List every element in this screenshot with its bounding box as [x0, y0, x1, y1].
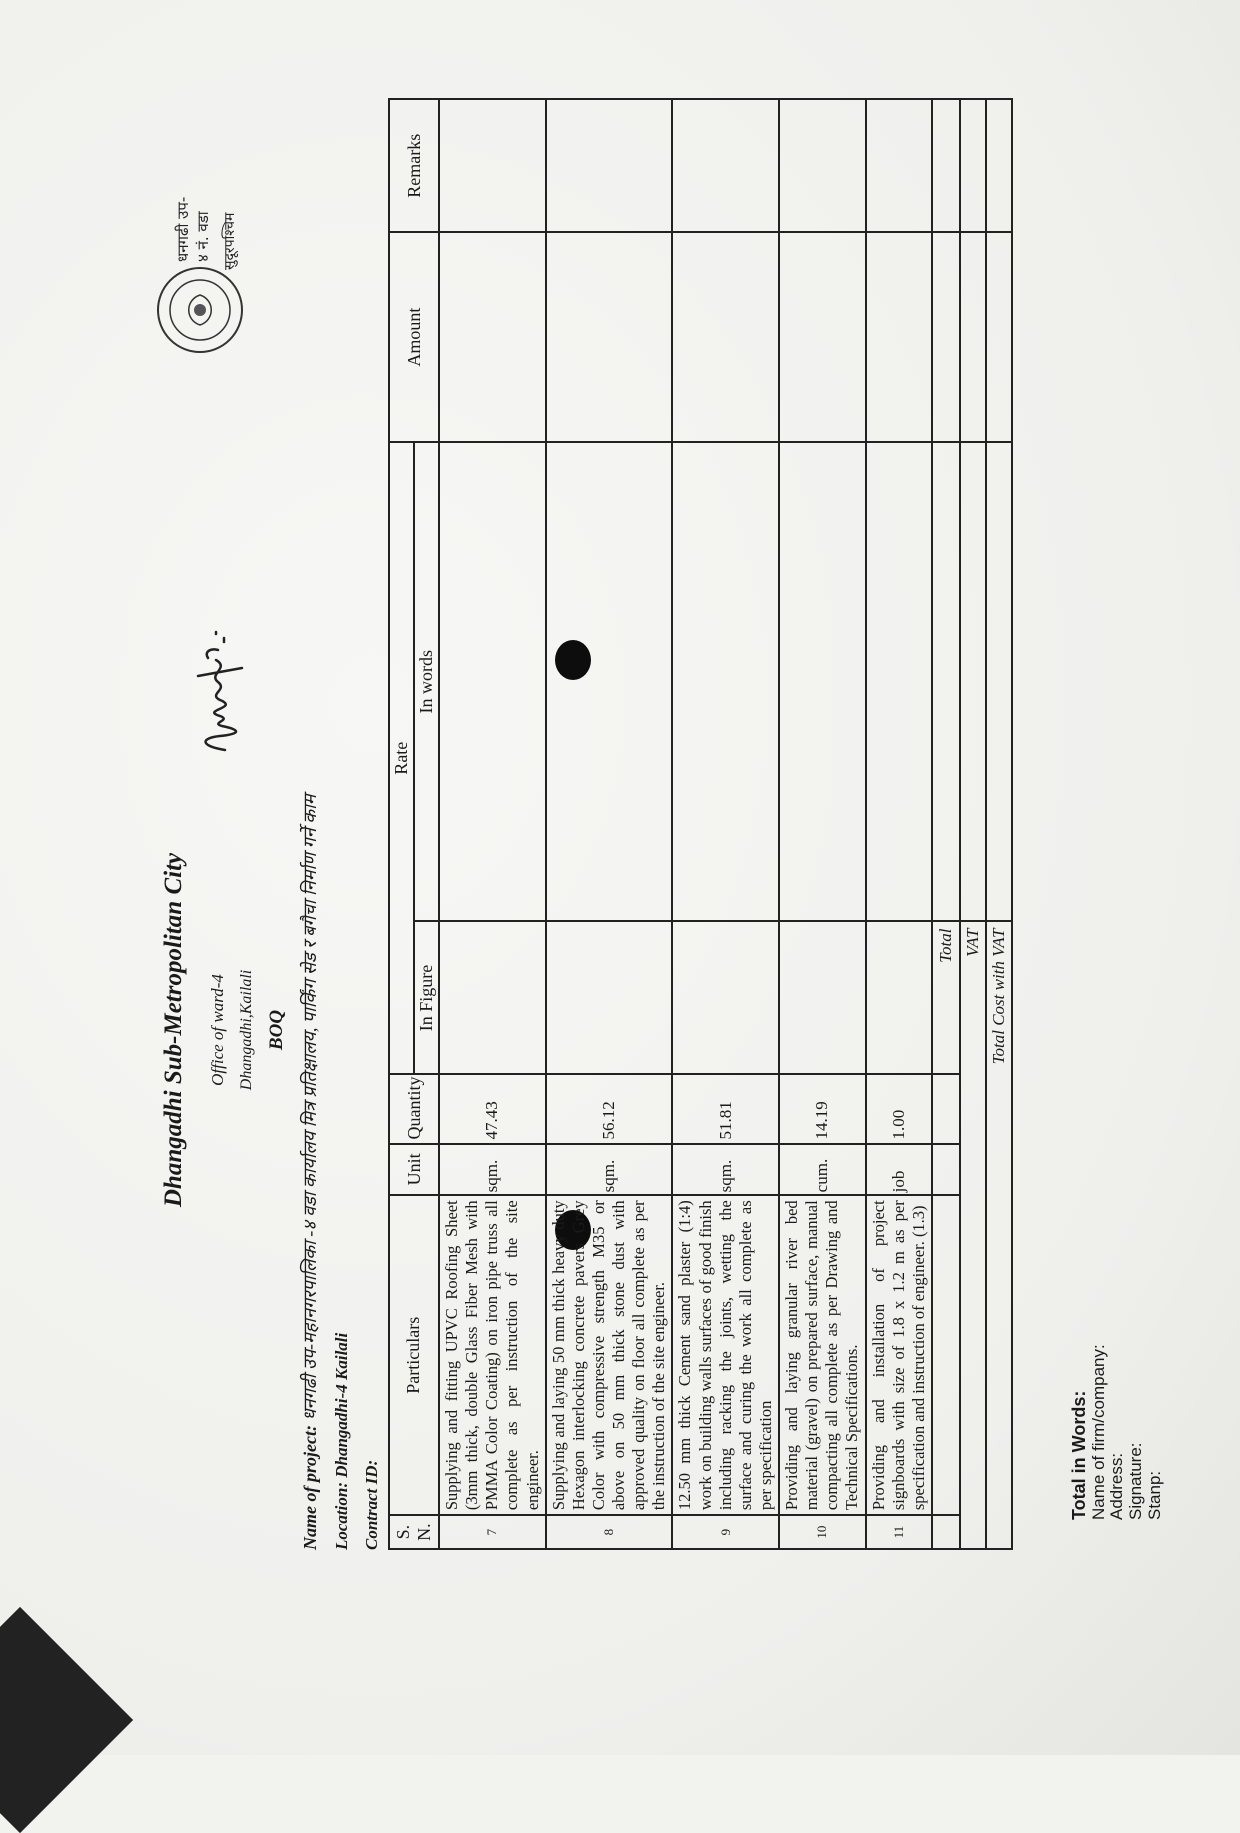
header-sn: S. N.	[389, 1515, 439, 1549]
row-sn: 10	[779, 1515, 866, 1549]
document-type: BOQ	[266, 1009, 287, 1051]
boq-table	[388, 98, 1013, 1550]
table-row	[779, 99, 866, 1549]
row-rate-figure[interactable]	[866, 922, 932, 1075]
row-sn: 7	[439, 1515, 546, 1549]
total-in-words-label: Total in Words:	[1069, 1390, 1089, 1520]
row-unit: sqm.	[439, 1144, 546, 1195]
office-address: Dhangadhi,Kailali	[238, 969, 255, 1091]
vat-amount[interactable]	[960, 232, 986, 442]
row-remarks[interactable]	[672, 99, 779, 232]
total-row	[932, 99, 960, 1549]
vat-row	[960, 99, 986, 1549]
header-remarks: Remarks	[389, 99, 439, 232]
row-unit: cum.	[779, 1144, 866, 1195]
svg-text:४ नं. वडा: ४ नं. वडा	[194, 211, 212, 262]
header-particulars: Particulars	[389, 1195, 439, 1515]
header-in-figure: In Figure	[414, 922, 439, 1075]
table-row	[866, 99, 932, 1549]
project-name-label: Name of project:	[300, 1425, 320, 1550]
contract-id: Contract ID:	[362, 1459, 381, 1550]
total-with-vat-amount[interactable]	[986, 232, 1012, 442]
row-particulars: Supplying and laying 50 mm thick heavy duty Hexagon interlocking concrete pavers Grey Color with compressive strength M35 or above on 50 mm thick stone dust with approved quality on floor all complete as per the instruction of the site engineer.	[546, 1195, 673, 1515]
row-amount[interactable]	[672, 232, 779, 442]
signature-label: Signature:	[1126, 1442, 1146, 1520]
row-amount[interactable]	[439, 232, 546, 442]
row-quantity: 14.19	[779, 1074, 866, 1144]
row-unit: sqm.	[672, 1144, 779, 1195]
row-rate-figure[interactable]	[672, 922, 779, 1075]
stamp-label: Stanp:	[1144, 1470, 1164, 1520]
row-unit: job	[866, 1144, 932, 1195]
row-amount[interactable]	[866, 232, 932, 442]
header-quantity: Quantity	[389, 1074, 439, 1144]
total-with-vat-row	[986, 99, 1012, 1549]
row-quantity: 1.00	[866, 1074, 932, 1144]
row-remarks[interactable]	[779, 99, 866, 232]
total-label: Total	[932, 922, 960, 1075]
table-row	[439, 99, 546, 1549]
total-with-vat-label: Total Cost with VAT	[986, 922, 1012, 1550]
row-sn: 8	[546, 1515, 673, 1549]
row-sn: 11	[866, 1515, 932, 1549]
row-rate-words[interactable]	[779, 442, 866, 922]
row-quantity: 56.12	[546, 1074, 673, 1144]
row-rate-figure[interactable]	[546, 922, 673, 1075]
header-amount: Amount	[389, 232, 439, 442]
header-rate: Rate	[389, 442, 414, 1075]
project-location: Location: Dhangadhi-4 Kailali	[332, 1332, 351, 1550]
row-particulars: Supplying and fitting UPVC Roofing Sheet (3mm thick, double Glass Fiber Mesh with PMMA Color Coating) on iron pipe truss all complete as per instruction of the site engineer.	[439, 1195, 546, 1515]
row-rate-words[interactable]	[866, 442, 932, 922]
address-label: Address:	[1107, 1452, 1127, 1520]
row-particulars: 12.50 mm thick Cement sand plaster (1:4) work on building walls surfaces of good finish including racking the joints, wetting the surface and curing the work all complete as per specification	[672, 1195, 779, 1515]
svg-text:सुदूरपश्चिम: सुदूरपश्चिम	[222, 212, 238, 270]
header-unit: Unit	[389, 1144, 439, 1195]
row-quantity: 51.81	[672, 1074, 779, 1144]
row-rate-words[interactable]	[439, 442, 546, 922]
official-seal-stamp	[130, 160, 280, 370]
svg-text:धनगढी उप-: धनगढी उप-	[174, 196, 192, 262]
row-remarks[interactable]	[866, 99, 932, 232]
header-in-words: In words	[414, 442, 439, 922]
row-rate-words[interactable]	[546, 442, 673, 922]
table-row	[672, 99, 779, 1549]
row-remarks[interactable]	[439, 99, 546, 232]
vat-label: VAT	[960, 922, 986, 1550]
row-particulars: Providing and laying granular river bed material (gravel) on prepared surface, manual compacting all complete as per Drawing and Technical Specifications.	[779, 1195, 866, 1515]
row-quantity: 47.43	[439, 1074, 546, 1144]
rotated-document	[70, 60, 1170, 1690]
office-name: Office of ward-4	[208, 974, 227, 1086]
row-unit: sqm.	[546, 1144, 673, 1195]
bidder-footer	[1070, 1344, 1165, 1520]
page-title: Dhangadhi Sub-Metropolitan City	[160, 852, 187, 1208]
row-particulars: Providing and installation of project signboards with size of 1.8 x 1.2 m as per specification and instruction of engineer. (1.3)	[866, 1195, 932, 1515]
row-rate-figure[interactable]	[779, 922, 866, 1075]
row-remarks[interactable]	[546, 99, 673, 232]
table-row	[546, 99, 673, 1549]
handwritten-signature	[180, 620, 270, 760]
project-name	[298, 794, 322, 1550]
row-amount[interactable]	[779, 232, 866, 442]
row-rate-words[interactable]	[672, 442, 779, 922]
row-rate-figure[interactable]	[439, 922, 546, 1075]
firm-name-label: Name of firm/company:	[1088, 1344, 1108, 1520]
row-amount[interactable]	[546, 232, 673, 442]
project-name-value: धनगढी उप-महानगरपालिका -४ वडा कार्यालय मित्र प्रतिक्षालय, पार्किंग सेड र बगैचा निर्माण गर्ने काम	[300, 794, 320, 1421]
total-amount[interactable]	[932, 232, 960, 442]
row-sn: 9	[672, 1515, 779, 1549]
